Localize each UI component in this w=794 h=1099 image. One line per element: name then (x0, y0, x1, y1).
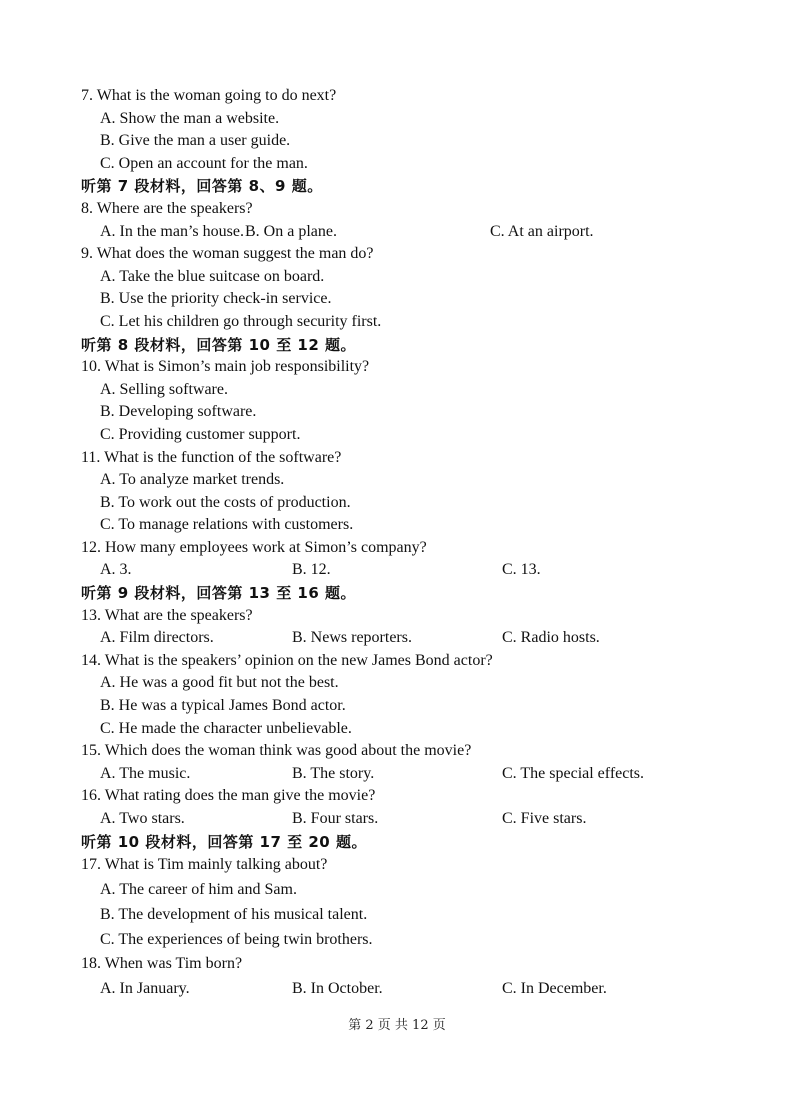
answer-options-row (81, 808, 761, 831)
answer-option: B. Developing software. (100, 403, 257, 421)
question-text: 10. What is Simon’s main job responsibility? (81, 358, 370, 376)
answer-option: C. He made the character unbelievable. (100, 719, 352, 737)
question-text: 9. What does the woman suggest the man do? (81, 245, 374, 263)
answer-options-row (81, 221, 761, 244)
answer-option: B. Give the man a user guide. (100, 132, 291, 150)
answer-option-b: B. The story. (292, 764, 375, 782)
question-text: 7. What is the woman going to do next? (81, 87, 337, 104)
question-text: 16. What rating does the man give the movie? (81, 787, 376, 805)
answer-option: C. The experiences of being twin brothers. (100, 930, 373, 948)
answer-option: A. Show the man a website. (100, 109, 280, 127)
answer-option: C. Let his children go through security first. (100, 312, 382, 330)
answer-option: A. The career of him and Sam. (100, 880, 297, 898)
answer-option: B. Use the priority check-in service. (100, 290, 332, 308)
answer-option-a: A. The music. (100, 764, 191, 782)
answer-option-a: A. Two stars. (100, 810, 185, 827)
answer-option-c: C. In December. (502, 980, 607, 998)
answer-option: A. To analyze market trends. (100, 471, 285, 489)
answer-option: C. Providing customer support. (100, 425, 301, 443)
question-text: 14. What is the speakers’ opinion on the new James Bond actor? (81, 651, 493, 669)
answer-option: B. He was a typical James Bond actor. (100, 697, 346, 715)
answer-option: B. To work out the costs of production. (100, 493, 351, 511)
answer-option-a: A. In January. (100, 980, 190, 998)
question-text: 18. When was Tim born? (81, 955, 243, 973)
question-text: 8. Where are the speakers? (81, 199, 253, 217)
question-text: 13. What are the speakers? (81, 606, 253, 624)
answer-option-b: B. In October. (292, 980, 383, 998)
answer-option-c: C. The special effects. (502, 764, 645, 782)
answer-option-a: A. In the man’s house. (100, 222, 244, 240)
question-text: 17. What is Tim mainly talking about? (81, 856, 328, 874)
page-footer: 第 2 页 共 12 页 (348, 1018, 446, 1033)
answer-option-b: B. 12. (292, 561, 331, 579)
answer-option: B. The development of his musical talent. (100, 905, 368, 923)
answer-option: C. Open an account for the man. (100, 154, 308, 172)
question-text: 15. Which does the woman think was good about the movie? (81, 742, 472, 760)
question-text: 12. How many employees work at Simon’s company? (81, 538, 427, 556)
question-text: 11. What is the function of the software? (81, 448, 342, 466)
section-instruction: 听第 7 段材料，回答第 8、9 题。 (81, 177, 323, 196)
answer-option: C. To manage relations with customers. (100, 516, 354, 534)
answer-option-c: C. At an airport. (490, 222, 594, 240)
answer-option: A. Selling software. (100, 380, 228, 398)
question-list (81, 85, 761, 1002)
answer-option-a: A. Film directors. (100, 629, 214, 647)
answer-option-c: C. Five stars. (502, 810, 587, 827)
section-instruction: 听第 10 段材料，回答第 17 至 20 题。 (81, 832, 367, 851)
answer-option-b: B. Four stars. (292, 810, 379, 827)
answer-options-row (81, 977, 761, 1002)
answer-option-c: C. 13. (502, 561, 541, 579)
answer-options-row (81, 559, 761, 582)
answer-option-c: C. Radio hosts. (502, 629, 600, 647)
answer-option-a: A. 3. (100, 561, 132, 579)
section-instruction: 听第 9 段材料，回答第 13 至 16 题。 (81, 584, 357, 603)
section-instruction: 听第 8 段材料，回答第 10 至 12 题。 (81, 335, 357, 354)
answer-options-row (81, 627, 761, 650)
answer-option-b: B. On a plane. (245, 222, 337, 240)
answer-option: A. Take the blue suitcase on board. (100, 267, 325, 285)
answer-option-b: B. News reporters. (292, 629, 412, 647)
answer-option: A. He was a good fit but not the best. (100, 674, 339, 692)
answer-options-row (81, 763, 761, 786)
